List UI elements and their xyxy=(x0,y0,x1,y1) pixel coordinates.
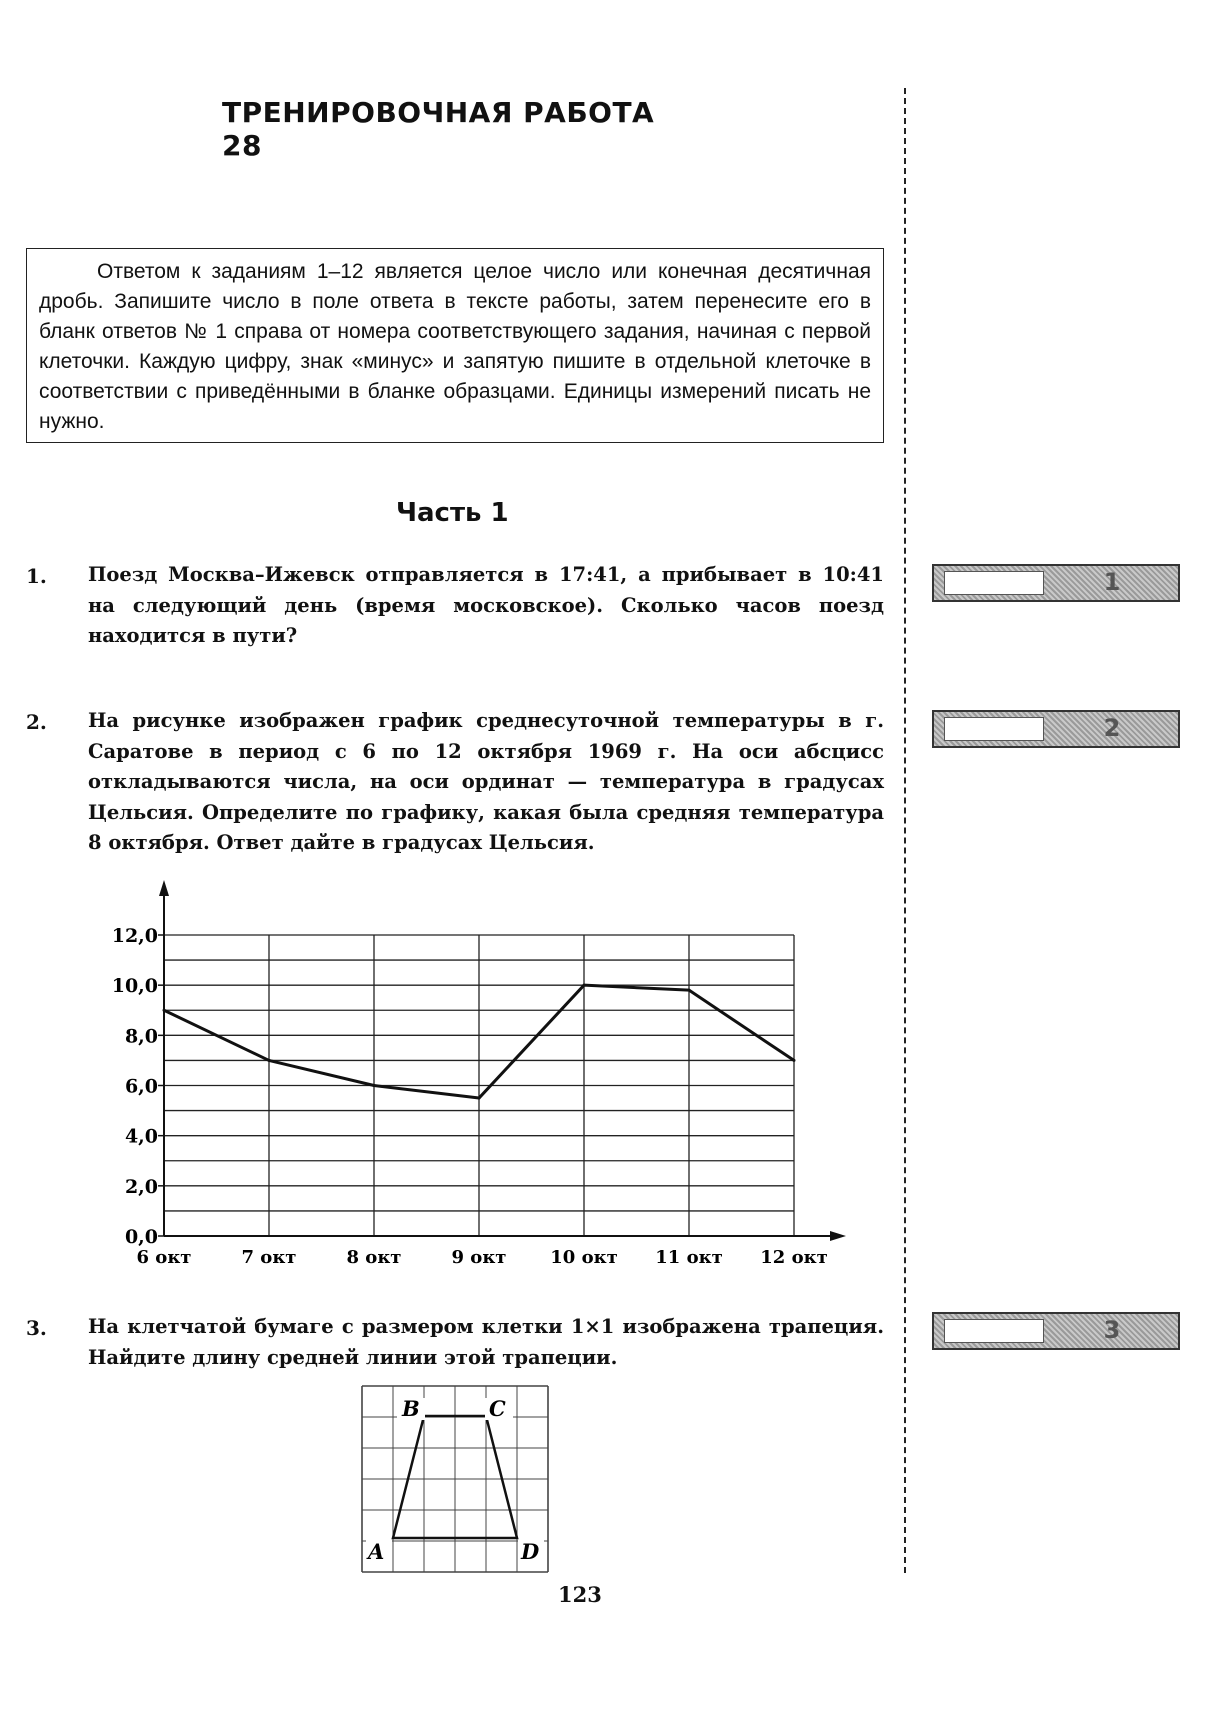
answer-box-1-label: 1 xyxy=(1103,568,1121,596)
data-point xyxy=(373,1084,376,1087)
part-title: Часть 1 xyxy=(396,498,509,528)
y-tick-label: 2,0 xyxy=(124,1175,158,1198)
data-point xyxy=(793,1059,796,1062)
x-axis-arrow xyxy=(830,1231,846,1241)
y-tick-label: 6,0 xyxy=(124,1075,158,1098)
x-tick-label: 6 окт xyxy=(136,1247,192,1268)
x-tick-label: 12 окт xyxy=(760,1247,828,1268)
answer-box-2-label: 2 xyxy=(1103,714,1121,742)
vertex-label-d: D xyxy=(521,1539,540,1564)
x-tick-label: 11 окт xyxy=(655,1247,723,1268)
page-title: ТРЕНИРОВОЧНАЯ РАБОТА 28 xyxy=(222,96,655,162)
task-2-text: На рисунке изображен график среднесуточной температуры в г. Саратове в период с 6 по 12 октября 1969 г. На оси абсцисс откладываются числа, на оси ординат — температура в градусах Цельсия. Определите по графику, какая была средняя температура 8 октября. Ответ дайте в градусах Цельсия. xyxy=(88,709,884,854)
x-tick-label: 7 окт xyxy=(241,1247,297,1268)
answer-field-3[interactable] xyxy=(944,1319,1044,1343)
page-number: 123 xyxy=(558,1582,602,1607)
data-point xyxy=(268,1059,271,1062)
y-tick-labels xyxy=(112,925,164,1248)
task-1-text: Поезд Москва–Ижевск отправляется в 17:41, а прибывает в 10:41 на следующий день (время московское). Сколько часов поезд находится в пути? xyxy=(88,563,884,647)
data-point xyxy=(688,989,691,992)
y-tick-label: 10,0 xyxy=(111,975,158,998)
task-1-number: 1. xyxy=(26,564,47,588)
chart-grid xyxy=(164,935,794,1236)
answer-box-3-label: 3 xyxy=(1103,1316,1121,1344)
task-2-number: 2. xyxy=(26,710,47,734)
x-tick-labels xyxy=(137,1247,828,1268)
vertex-label-c: C xyxy=(489,1396,506,1421)
answer-box-3[interactable] xyxy=(932,1312,1180,1350)
vertex-label-a: A xyxy=(368,1539,385,1564)
data-point xyxy=(163,1009,166,1012)
y-axis-arrow xyxy=(159,880,169,896)
instructions-text: Ответом к заданиям 1–12 является целое число или конечная десятичная дробь. Запишите число в поле ответа в тексте работы, затем перенесите его в бланк ответов № 1 справа от номера соответствующего задания, начиная с первой клеточки. Каждую цифру, знак «минус» и запятую пишите в отдельной клеточке в соответствии с приведёнными в бланке образцами. Единицы измерений писать не нужно. xyxy=(39,260,871,433)
y-tick-label: 0,0 xyxy=(124,1226,158,1248)
y-tick-label: 12,0 xyxy=(111,925,158,947)
task-3-text: На клетчатой бумаге с размером клетки 1×1 изображена трапеция. Найдите длину средней линии этой трапеции. xyxy=(88,1315,884,1369)
data-point xyxy=(478,1097,481,1100)
x-tick-label: 9 окт xyxy=(451,1247,507,1268)
y-tick-label: 8,0 xyxy=(124,1025,158,1048)
vertex-label-b: B xyxy=(402,1396,420,1421)
x-tick-label: 8 окт xyxy=(346,1247,402,1268)
data-point xyxy=(583,984,586,987)
x-tick-label: 10 окт xyxy=(550,1247,618,1268)
task-3-number: 3. xyxy=(26,1316,47,1340)
y-tick-label: 4,0 xyxy=(124,1125,158,1148)
